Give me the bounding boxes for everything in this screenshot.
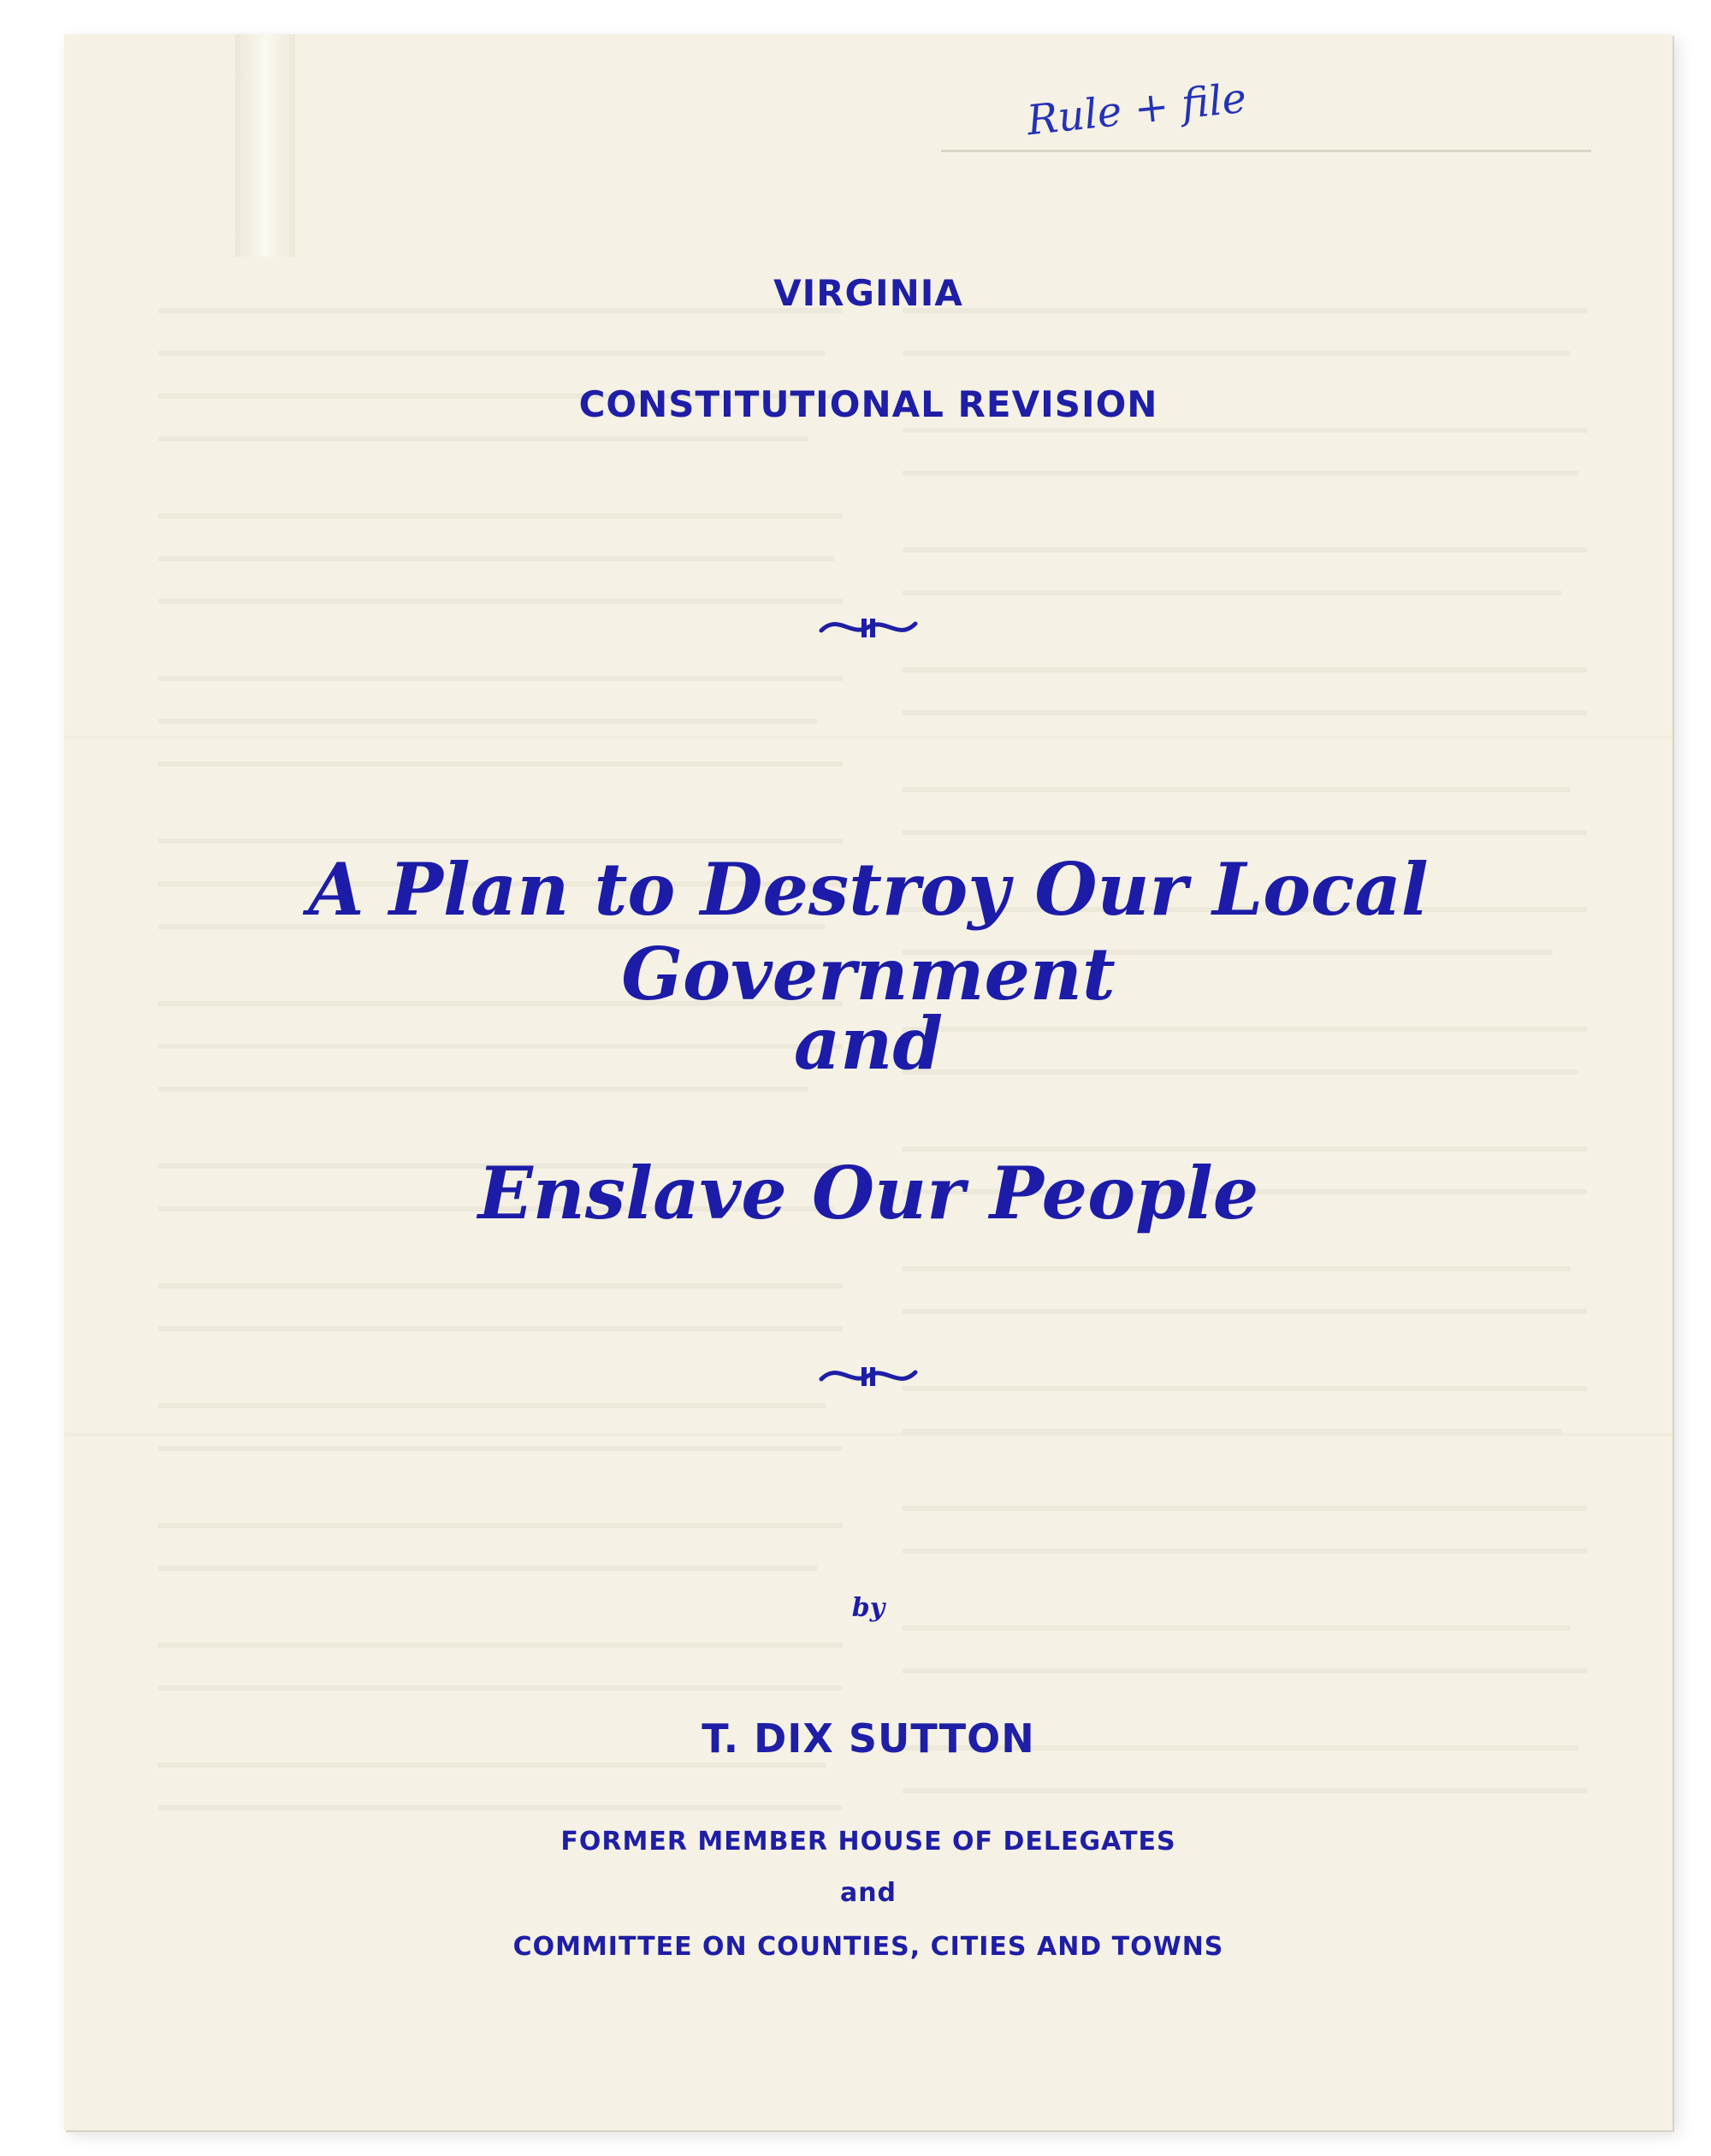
title-line-1: A Plan to Destroy Our Local Government xyxy=(308,847,1429,1016)
faint-rule xyxy=(941,150,1591,152)
bleed-through-texture xyxy=(133,291,1604,1959)
title-line-3: Enslave Our People xyxy=(477,1151,1259,1235)
heading-line-1: VIRGINIA xyxy=(773,272,963,314)
ornament-divider-icon xyxy=(817,612,920,646)
author-name: T. DIX SUTTON xyxy=(702,1715,1035,1762)
author-role-and: and xyxy=(839,1878,897,1908)
byline-by: by xyxy=(851,1593,885,1623)
handwritten-note: Rule + file xyxy=(1024,74,1249,145)
tape-strip xyxy=(235,34,295,257)
title-line-2: and xyxy=(793,1001,944,1086)
author-role-line-1: FORMER MEMBER HOUSE OF DELEGATES xyxy=(560,1827,1176,1857)
author-role-line-2: COMMITTEE ON COUNTIES, CITIES AND TOWNS xyxy=(512,1932,1224,1962)
heading-line-2: CONSTITUTIONAL REVISION xyxy=(578,383,1158,425)
ornament-divider-icon xyxy=(817,1360,920,1395)
